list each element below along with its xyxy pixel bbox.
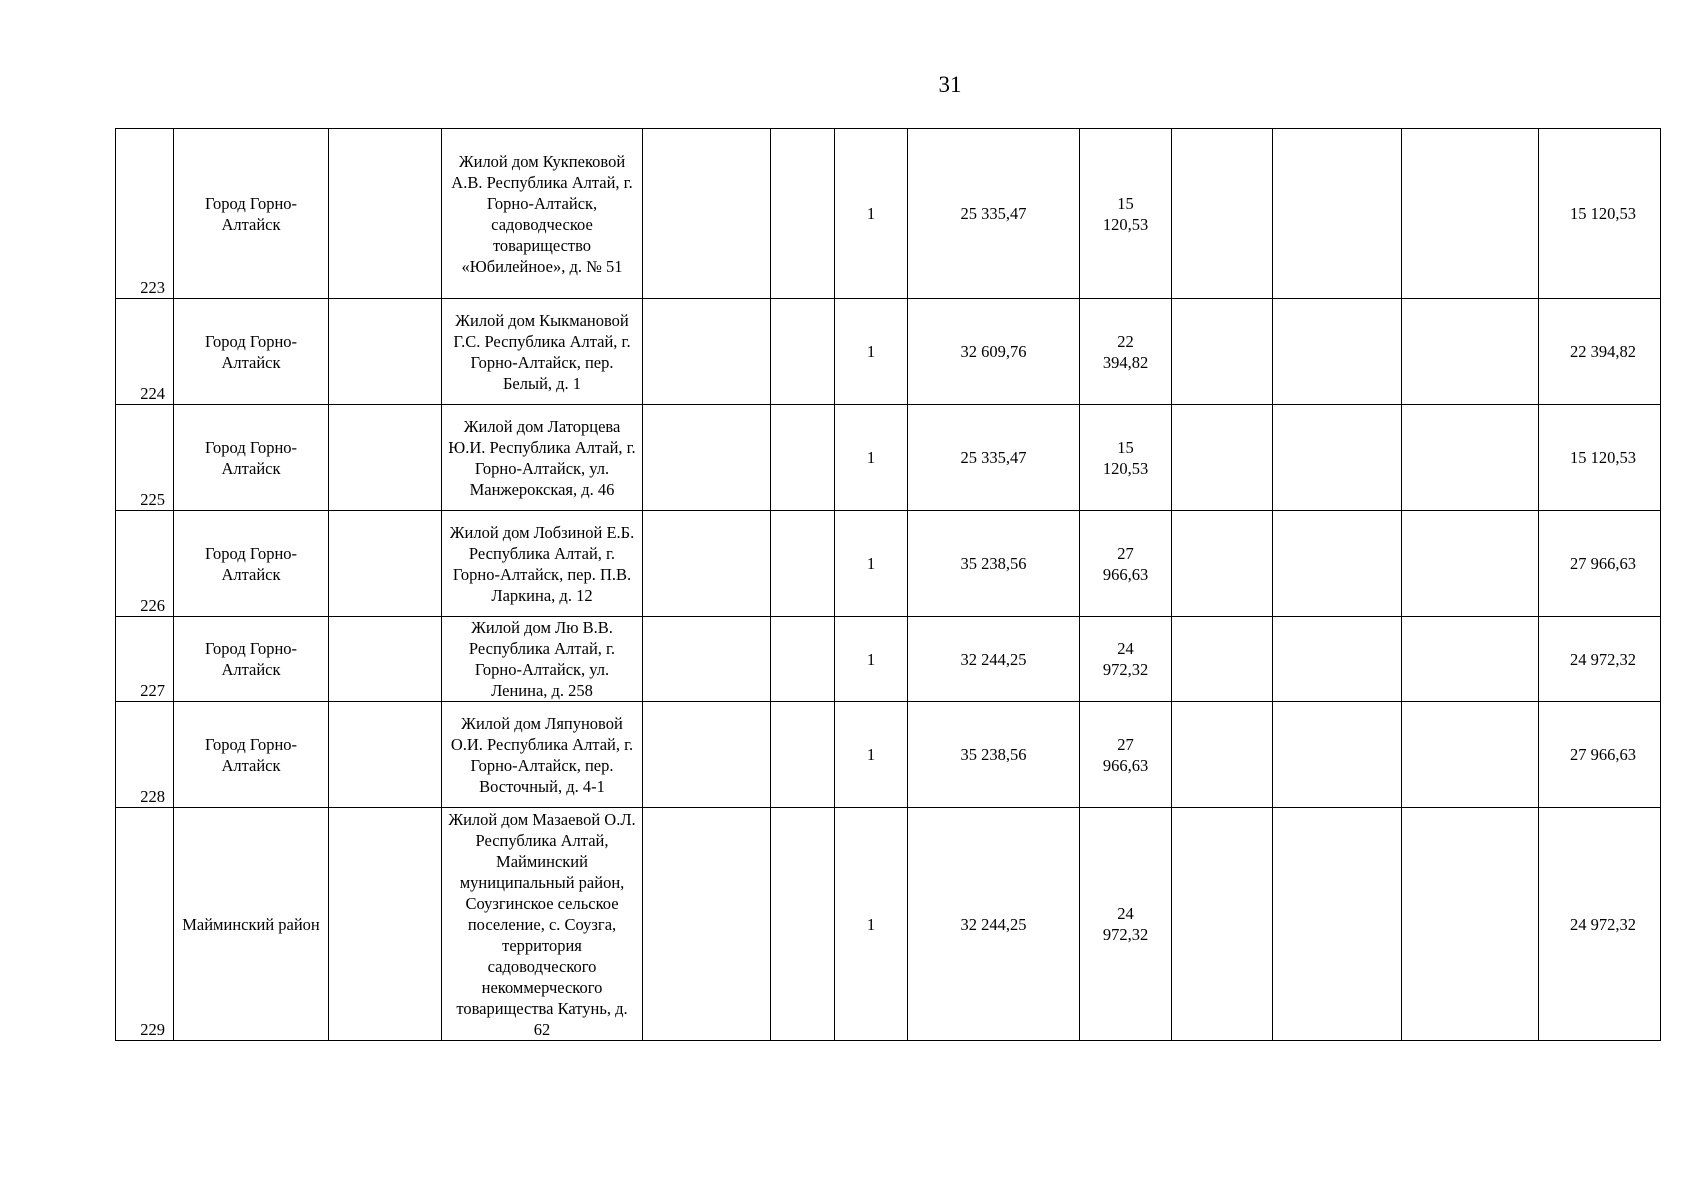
empty-cell (1273, 129, 1402, 299)
empty-cell (329, 702, 442, 808)
empty-cell (1273, 511, 1402, 617)
cost-cell: 32 609,76 (908, 299, 1080, 405)
amount-part: 972,32 (1102, 660, 1149, 679)
table-row (116, 808, 1661, 1041)
empty-cell (1172, 702, 1273, 808)
municipality-cell: Город Горно-Алтайск (174, 702, 329, 808)
empty-cell (329, 808, 442, 1041)
empty-cell (1172, 129, 1273, 299)
amount-part: 24 (1117, 639, 1134, 658)
object-address-cell: Жилой дом Латорцева Ю.И. Республика Алтай, г. Горно-Алтайск, ул. Манжерокская, д. 46 (442, 405, 643, 511)
total-cell: 27 966,63 (1539, 702, 1661, 808)
row-number: 223 (116, 129, 174, 299)
object-address-cell: Жилой дом Кукпековой А.В. Республика Алтай, г. Горно-Алтайск, садоводческое товарищество «Юбилейное», д. № 51 (442, 129, 643, 299)
empty-cell (1273, 299, 1402, 405)
empty-cell (329, 511, 442, 617)
amount-part: 24 (1117, 904, 1134, 923)
table-row (116, 511, 1661, 617)
object-address-cell: Жилой дом Ляпуновой О.И. Республика Алтай, г. Горно-Алтайск, пер. Восточный, д. 4-1 (442, 702, 643, 808)
empty-cell (1273, 808, 1402, 1041)
empty-cell (1402, 617, 1539, 702)
row-number: 224 (116, 299, 174, 405)
object-address-cell: Жилой дом Мазаевой О.Л. Республика Алтай, Майминский муниципальный район, Соузгинское сельское поселение, с. Соузга, территория садоводческого некоммерческого товарищества Катунь, д. 62 (442, 808, 643, 1041)
empty-cell (643, 299, 771, 405)
total-cell: 15 120,53 (1539, 129, 1661, 299)
empty-cell (329, 405, 442, 511)
amount-cell (1080, 511, 1172, 617)
count-cell: 1 (835, 299, 908, 405)
row-number: 228 (116, 702, 174, 808)
empty-cell (643, 511, 771, 617)
empty-cell (771, 405, 835, 511)
cost-cell: 35 238,56 (908, 511, 1080, 617)
amount-cell (1080, 617, 1172, 702)
empty-cell (771, 129, 835, 299)
amount-part: 120,53 (1102, 458, 1149, 478)
municipality-cell: Майминский район (174, 808, 329, 1041)
empty-cell (643, 808, 771, 1041)
count-cell: 1 (835, 129, 908, 299)
object-address-cell: Жилой дом Лобзиной Е.Б. Республика Алтай, г. Горно-Алтайск, пер. П.В. Ларкина, д. 12 (442, 511, 643, 617)
cost-cell: 32 244,25 (908, 617, 1080, 702)
empty-cell (329, 617, 442, 702)
amount-part: 120,53 (1102, 214, 1149, 234)
row-number: 229 (116, 808, 174, 1041)
municipality-cell: Город Горно-Алтайск (174, 617, 329, 702)
empty-cell (771, 702, 835, 808)
count-cell: 1 (835, 511, 908, 617)
empty-cell (643, 405, 771, 511)
empty-cell (771, 617, 835, 702)
object-address-cell: Жилой дом Лю В.В. Республика Алтай, г. Горно-Алтайск, ул. Ленина, д. 258 (442, 617, 643, 702)
amount-part: 27 (1117, 543, 1134, 563)
count-cell: 1 (835, 617, 908, 702)
amount-part: 15 (1117, 437, 1134, 457)
empty-cell (1172, 808, 1273, 1041)
count-cell: 1 (835, 702, 908, 808)
count-cell: 1 (835, 808, 908, 1041)
municipality-cell: Город Горно-Алтайск (174, 129, 329, 299)
empty-cell (771, 511, 835, 617)
table-row (116, 299, 1661, 405)
table-row (116, 405, 1661, 511)
row-number: 225 (116, 405, 174, 511)
empty-cell (1402, 299, 1539, 405)
empty-cell (329, 129, 442, 299)
row-number: 227 (116, 617, 174, 702)
amount-part: 966,63 (1102, 755, 1149, 775)
amount-part: 15 (1117, 193, 1134, 213)
empty-cell (1273, 617, 1402, 702)
amount-cell (1080, 405, 1172, 511)
empty-cell (1172, 511, 1273, 617)
cost-cell: 32 244,25 (908, 808, 1080, 1041)
table-row (116, 129, 1661, 299)
count-cell: 1 (835, 405, 908, 511)
registry-table (115, 128, 1661, 1041)
table-row (116, 702, 1661, 808)
empty-cell (643, 129, 771, 299)
empty-cell (643, 702, 771, 808)
empty-cell (1402, 702, 1539, 808)
amount-cell (1080, 702, 1172, 808)
empty-cell (1172, 617, 1273, 702)
empty-cell (1273, 405, 1402, 511)
empty-cell (771, 299, 835, 405)
empty-cell (771, 808, 835, 1041)
empty-cell (1172, 299, 1273, 405)
cost-cell: 35 238,56 (908, 702, 1080, 808)
total-cell: 24 972,32 (1539, 808, 1661, 1041)
cost-cell: 25 335,47 (908, 129, 1080, 299)
total-cell: 24 972,32 (1539, 617, 1661, 702)
amount-cell (1080, 129, 1172, 299)
amount-cell (1080, 299, 1172, 405)
amount-part: 966,63 (1102, 564, 1149, 584)
table-row (116, 617, 1661, 702)
amount-part: 394,82 (1102, 352, 1149, 372)
empty-cell (1402, 405, 1539, 511)
page-number: 31 (938, 72, 962, 97)
amount-part: 972,32 (1102, 925, 1149, 944)
amount-part: 27 (1117, 734, 1134, 754)
municipality-cell: Город Горно-Алтайск (174, 299, 329, 405)
cost-cell: 25 335,47 (908, 405, 1080, 511)
total-cell: 22 394,82 (1539, 299, 1661, 405)
municipality-cell: Город Горно-Алтайск (174, 405, 329, 511)
object-address-cell: Жилой дом Кыкмановой Г.С. Республика Алтай, г. Горно-Алтайск, пер. Белый, д. 1 (442, 299, 643, 405)
empty-cell (1402, 808, 1539, 1041)
empty-cell (1402, 129, 1539, 299)
amount-cell (1080, 808, 1172, 1041)
total-cell: 15 120,53 (1539, 405, 1661, 511)
empty-cell (329, 299, 442, 405)
amount-part: 22 (1117, 331, 1134, 351)
empty-cell (1402, 511, 1539, 617)
municipality-cell: Город Горно-Алтайск (174, 511, 329, 617)
empty-cell (1273, 702, 1402, 808)
total-cell: 27 966,63 (1539, 511, 1661, 617)
empty-cell (643, 617, 771, 702)
empty-cell (1172, 405, 1273, 511)
row-number: 226 (116, 511, 174, 617)
